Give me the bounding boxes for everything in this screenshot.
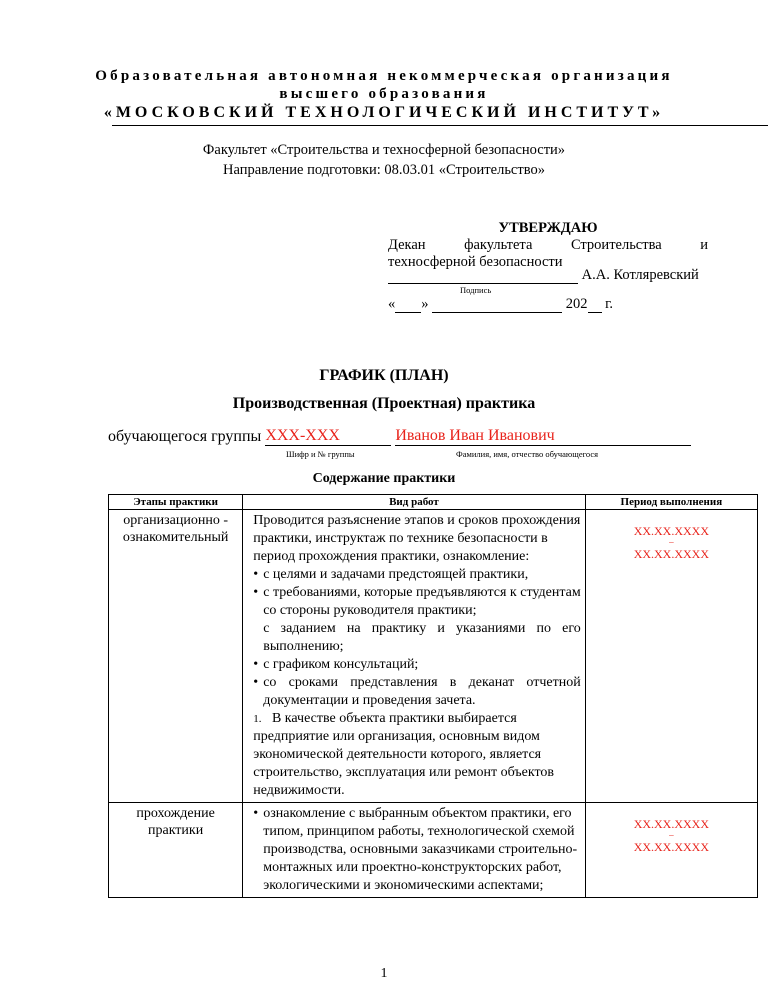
student-line [108, 427, 691, 446]
period-cell [585, 510, 757, 803]
day-blank [395, 298, 421, 313]
period-to: ХХ.ХХ.ХХХХ [633, 547, 710, 561]
stage-cell: прохождение практики [109, 803, 243, 898]
bullet-icon: • [253, 806, 259, 821]
period-from: ХХ.ХХ.ХХХХ [633, 817, 710, 831]
header-rule [112, 125, 768, 126]
table-header-row [109, 495, 758, 510]
name-field [395, 427, 691, 446]
list-item: • со сроками представления в деканат отчетной документации и проведения зачета. [253, 675, 581, 708]
content-title: Содержание практики [312, 471, 456, 486]
schedule-title: ГРАФИК (ПЛАН) [319, 367, 449, 384]
work-cell [243, 510, 586, 803]
list-item: с заданием на практику и указаниями по его выполнению; [263, 621, 581, 654]
bullet-icon: • [253, 567, 259, 582]
column-header-period: Период выполнения [585, 495, 757, 510]
table-row [109, 510, 758, 803]
period-to: ХХ.ХХ.ХХХХ [633, 840, 710, 854]
approval-date-line: « » 202 г. [388, 296, 614, 312]
bullet-icon: • [253, 657, 259, 672]
practice-title: Производственная (Проектная) практика [232, 395, 536, 412]
direction-line: Направление подготовки: 08.03.01 «Строительство» [223, 162, 545, 178]
signature-caption: Подпись [460, 285, 492, 295]
dean-word: факультета [464, 237, 533, 253]
org-name: «МОСКОВСКИЙ ТЕХНОЛОГИЧЕСКИЙ ИНСТИТУТ» [103, 104, 665, 121]
student-prefix: обучающегося группы [108, 428, 262, 445]
org-type-line: Образовательная автономная некоммерческая организация [95, 68, 673, 84]
approval-dean-line [388, 237, 708, 254]
student-name: Иванов Иван Иванович [395, 427, 555, 444]
list-item: • ознакомление с выбранным объектом практики, его типом, принципом работы, технологической схемой производства, основными заказчиками строительно-монтажных или проектно-конструкторских работ, экологическими и экономическими аспектами; [253, 806, 578, 893]
list-number: 1. [253, 713, 262, 725]
column-header-stage: Этапы практики [109, 495, 243, 510]
month-blank [432, 298, 562, 313]
bullet-icon: • [253, 585, 259, 600]
signer-name: А.А. Котляревский [581, 267, 699, 283]
list-item: • с целями и задачами предстоящей практики, [253, 567, 529, 582]
org-level-line: высшего образования [279, 86, 489, 102]
group-field [265, 427, 391, 446]
period-dash: – [669, 537, 674, 547]
stage-cell: организационно - ознакомительный [109, 510, 243, 803]
dean-word: Декан [388, 237, 426, 253]
approval-dean-line-2: техносферной безопасности [388, 254, 563, 270]
group-code: ХХХ-ХХХ [265, 427, 340, 444]
period-cell [585, 803, 757, 898]
list-item: • с графиком консультаций; [253, 657, 419, 672]
period-from: ХХ.ХХ.ХХХХ [633, 524, 710, 538]
dean-word: и [700, 237, 708, 253]
period-dash: – [669, 830, 674, 840]
dean-word: Строительства [570, 237, 662, 253]
signature-line [388, 267, 708, 284]
year-blank [588, 298, 602, 313]
practice-plan-table [108, 494, 758, 898]
signature-blank [388, 269, 578, 284]
list-item: • с требованиями, которые предъявляются к студентам со стороны руководителя практики; [253, 585, 581, 618]
faculty-line: Факультет «Строительства и техносферной безопасности» [202, 142, 566, 158]
name-caption: Фамилия, имя, отчество обучающегося [456, 449, 599, 459]
work-cell [243, 803, 586, 898]
page-number: 1 [380, 966, 388, 981]
group-caption: Шифр и № группы [286, 449, 355, 459]
column-header-work: Вид работ [243, 495, 586, 510]
bullet-icon: • [253, 675, 259, 690]
numbered-paragraph: 1. В качестве объекта практики выбирается предприятие или организация, основным видом экономической деятельности которого, является строительство, эксплуатация или ремонт объектов недвижимости. [253, 711, 555, 798]
approval-title: УТВЕРЖДАЮ [498, 220, 598, 236]
work-intro: Проводится разъяснение этапов и сроков прохождения практики, инструктаж по технике безопасности в период прохождения практики, ознакомление: [253, 513, 581, 564]
table-row [109, 803, 758, 898]
